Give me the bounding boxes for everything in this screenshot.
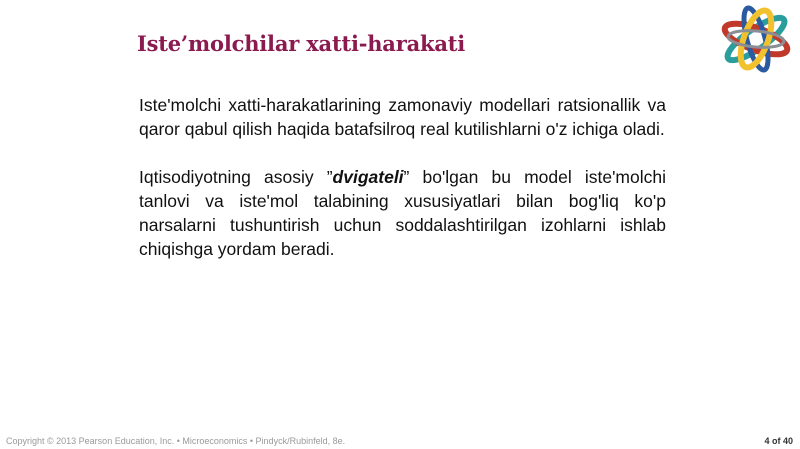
- page-indicator: 4 of 40: [764, 436, 793, 446]
- paragraph-2-start: Iqtisodiyotning asosiy ”: [139, 167, 333, 187]
- slide-title: Iste’molchilar xatti-harakati: [137, 31, 466, 56]
- paragraph-2-end: ” bo'lgan bu model iste'molchi tanlovi va iste'mol talabining xususiyatlari bilan bog'liq ko'p narsalarni tushuntirish uchun soddalashtirilgan izohlarni ishlab chiqishga yordam beradi.: [139, 167, 666, 259]
- paragraph-2-emphasis: dvigateli: [332, 167, 404, 187]
- interlocking-rings-logo-icon: [712, 2, 800, 76]
- copyright-footer: Copyright © 2013 Pearson Education, Inc. • Microeconomics • Pindyck/Rubinfeld, 8e.: [6, 436, 346, 446]
- paragraph-1: Iste'molchi xatti-harakatlarining zamonaviy modellari ratsionallik va qaror qabul qilish haqida batafsilroq real kutilishlarni o'z ichiga oladi.: [139, 95, 666, 139]
- slide-body: [139, 93, 666, 261]
- paragraph-2: [139, 165, 666, 261]
